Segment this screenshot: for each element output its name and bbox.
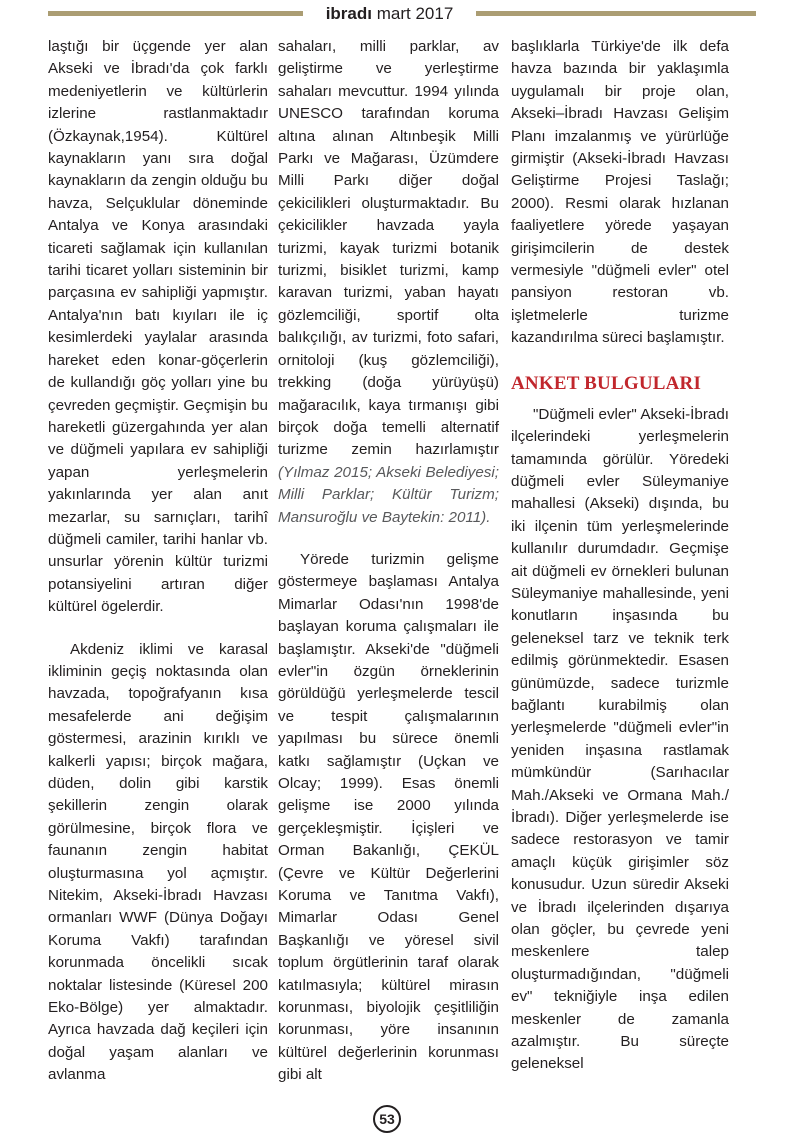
header-rule-right (476, 11, 756, 16)
column-3 (511, 36, 729, 1076)
paragraph: "Düğmeli evler" Akseki-İbradı ilçelerindeki yerleşmelerin tamamında görülür. Yöredeki düğmeli evler Süleymaniye mahallesi (Akseki) dışında, bu iki ilçenin tüm yerleşmelerinde kullanılır durumdadır. Geçmişe ait düğmeli ev örnekleri bulunan Süleymaniye mahallesinde, yeni konutların inşasında bu geleneksel tarz ve teknik terk edilmiş görünmektedir. Esasen günümüzde, sadece turizmle bağlantı kurabilmiş olan yerleşmelerde "düğmeli evler"in yeniden inşasına rastlamak mümkündür (Sarıhacılar Mah./Akseki ve Ormana Mah./İbradı). Diğer yerleşmelerde ise sadece restorasyon ve tamir amaçlı küçük girişimler söz konusudur. Uzun süredir Akseki ve İbradı ilçelerinden dışarıya olan göçler, bu çevrede yeni meskenlere talep oluşturmadığından, "düğmeli ev" tekniğiyle inşa edilen meskenler de zamanla azalmıştır. Bu süreçte geleneksel (511, 405, 729, 1073)
header-rule-left (48, 11, 303, 16)
paragraph: laştığı bir üçgende yer alan Akseki ve İbradı'da çok farklı medeniyetlerin ve kültürlerin izlerine rastlanmaktadır (Özkaynak,1954). Kültürel kaynakların yanı sıra doğal kaynakların da zengin olduğu bu havza, Selçuklular döneminde Antalya ve Konya arasındaki ticareti sağlamak için kullanılan tarihi ticaret yolları sisteminin bir parçasına ev sahipliği yapmıştır. Antalya'nın batı kıyıları ile iç kesimlerdeki yaylalar arasında hareket eden konar-göçerlerin de kullandığı göç yolları yine bu çevreden geçmiştir. Geçmişin bu hareketli güzergahında yer alan ve düğmeli yapılara ev sahipliği yapan yerleşmelerin yakınlarında yer alan anıt mezarlar, su sarnıçları, tarihî düğmeli camiler, tarihi hanlar vb. unsurlar yörenin kültür turizmi potansiyelini artıran diğer kültürel ögelerdir. (48, 38, 268, 616)
running-header (303, 2, 476, 26)
paragraph: Yörede turizmin gelişme göstermeye başlaması Antalya Mimarlar Odası'nın 1998'de başlayan koruma çalışmaları ile başlamıştır. Akseki'de "düğmeli evler"in özgün örneklerinin görüldüğü yerleşmelerde tescil ve tespit çalışmalarının yapılması bu sürece önemli katkı sağlamıştır (Uçkan ve Olcay; 1999). Esas önemli gelişme ise 2000 yılında gerçekleşmiştir. İçişleri ve Orman Bakanlığı, ÇEKÜL (Çevre ve Kültür Değerlerini Koruma ve Tanıtma Vakfı), Mimarlar Odası Genel Başkanlığı ve yöresel sivil toplum örgütlerinin taraf olarak katılmasıyla; kültürel mirasın korunması, biyolojik çeşitliliğin korunması, yöre insanının kültürel değerlerinin korunması gibi alt (278, 550, 499, 1084)
paragraph: Akdeniz iklimi ve karasal ikliminin geçiş noktasında olan havzada, topoğrafyanın kısa mesafelerde ani değişim göstermesi, arazinin kırıklı ve kalkerli yapısı; birçok mağara, düden, dolin gibi karstik şekillerin zengin olarak görülmesine, birçok flora ve faunanın zengin habitat oluşturmasına yol açmıştır. Nitekim, Akseki-İbradı Havzası ormanları WWF (Dünya Doğayı Koruma Vakfı) tarafından korunmada öncelikli sıcak noktalar listesinde (Küresel 200 Eko-Bölge) yer almaktadır. Ayrıca havzada dağ keçileri için doğal yaşam alanları ve avlanma (48, 640, 268, 1084)
issue-date: mart 2017 (376, 4, 454, 23)
page-number: 53 (373, 1105, 401, 1133)
section-heading: ANKET BULGULARI (511, 372, 702, 394)
paragraph (278, 36, 499, 529)
magazine-name: ibradı (325, 4, 372, 23)
paragraph-text: sahaları, milli parklar, av geliştirme ve yerleştirme sahaları mevcuttur. 1994 yılında UNESCO tarafından koruma altına alınan Altınbeşik Milli Parkı ve Mağarası, Üzümdere Milli Parkı diğer doğal çekicilikleri oluşturmaktadır. Bu çekicilikler havzada yayla turizmi, kayak turizmi botanik turizmi, bisiklet turizmi, kamp karavan turizmi, yaban hayatı gözlemciliği, sportif olta balıkçılığı, av turizmi, foto safari, ornitoloji (kuş gözlemciliği), trekking (doğa yürüyüşü) mağaracılık, kaya tırmanışı gibi birçok doğa temelli alternatif turizme zemin hazırlamıştır (278, 38, 499, 459)
paragraph: başlıklarla Türkiye'de ilk defa havza bazında bir yaklaşımla uygulamalı bir proje olan, Akseki–İbradı Havzası Gelişim Planı imzalanmış ve yürürlüğe girmiştir (Akseki-İbradı Havzası Geliştirme Projesi Taslağı; 2000). Resmi olarak hızlanan faaliyetlere yörede yaşayan girişimcilerin de destek vermesiyle "düğmeli evler" otel pansiyon restoran vb. işletmelerle turizme kazandırılma süreci başlamıştır. (511, 38, 729, 347)
citation: (Yılmaz 2015; Akseki Belediyesi; Milli Parklar; Kültür Turizm; Mansuroğlu ve Baytekin: 2011). (278, 463, 499, 526)
column-2 (278, 36, 499, 1087)
column-1 (48, 36, 268, 1087)
